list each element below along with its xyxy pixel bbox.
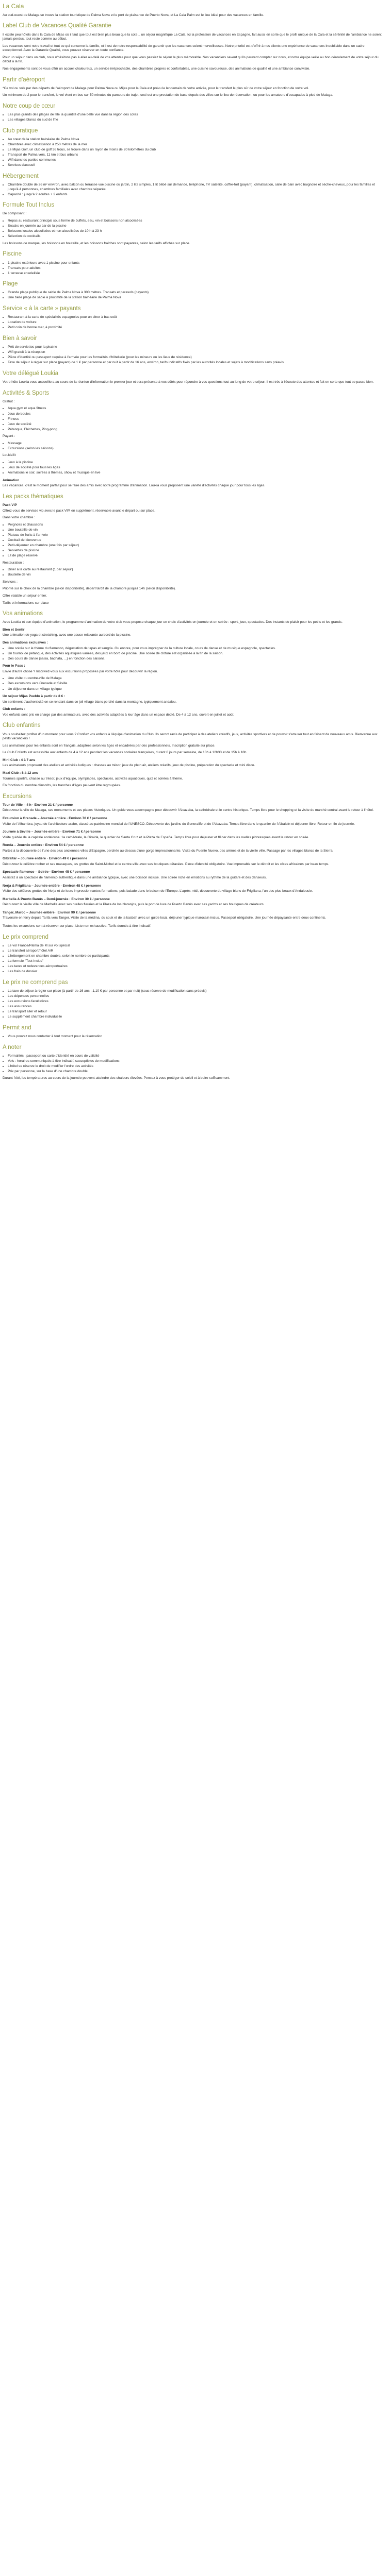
heading-esprit: Notre coup de cœur: [3, 103, 56, 109]
list-item: • Jeux de société: [8, 422, 383, 427]
list-item: • Prix par personne, sur la base d'une chambre double: [8, 1070, 383, 1074]
paragraph: Les boissons de marque, les boissons en bouteille, et les boissons fraîches sont payantes, selon les tarifs affichés sur place.: [3, 241, 190, 245]
list-item: • Serviettes de piscine: [8, 549, 383, 553]
list-item: • Une belle plage de sable à proximité de la station balnéaire de Palma Nova: [8, 296, 383, 300]
paragraph: Tarifs et informations sur place: [3, 601, 49, 605]
paragraph: Avec Loukia et son équipe d'animation, le programme d'animation de votre club vous propose chaque jour un choix d'activités en journée et en soirée : sport, jeux, spectacles. Des instants de plaisir pour les petits et les grands.: [3, 620, 343, 624]
list-item: • Services d'accueil: [8, 163, 383, 168]
section-votre: [3, 370, 383, 385]
paragraph: Une animation de yoga et stretching, avec une pause relaxante au bord de la piscine.: [3, 633, 132, 637]
paragraph: Le Club Enfants est accessible aux enfants de 4 à 12 ans pendant les vacances scolaires françaises, durant 6 jours par semaine, de 10h à 12h30 et de 15h à 18h.: [3, 751, 248, 755]
heading-permis: Permit and: [3, 1024, 31, 1031]
section-la-cala: [3, 3, 383, 18]
heading-note: A noter: [3, 1044, 22, 1050]
heading-la-cala: La Cala: [3, 3, 24, 10]
list-item: • Les frais de dossier: [8, 970, 383, 974]
excursion-title: Gibraltar – Journée entière · Environ 49 € / personne: [3, 857, 88, 861]
list-item: • 1 piscine extérieure avec 1 piscine pour enfants: [8, 261, 383, 266]
list-item: • Snacks en journée au bar de la piscine: [8, 224, 383, 229]
list-item: • Chambres avec climatisation à 250 mètres de la mer: [8, 143, 383, 147]
section-label: [3, 23, 383, 71]
list-item: • Les taxes et redevances aéroportuaires: [8, 964, 383, 969]
heading-service: Service « à la carte » payants: [3, 306, 81, 312]
section-activites: [3, 390, 383, 488]
paragraph: Votre hôte Loukia vous accueillera au cours de la réunion d'information le premier jour et sera présente à vos côtés pour répondre à vos questions tout au long de votre séjour. Il est très à l'écoute des attentes et fait en sorte que tout se passe bien.: [3, 380, 374, 384]
paragraph: Les animations pour les enfants sont en français, adaptées selon les âges et encadrées par des professionnels. Inscription gratuite sur place.: [3, 743, 216, 748]
list-item: • Le transfert aéroport/hôtel A/R: [8, 949, 383, 954]
list-item: • Une bouteille de vin: [8, 528, 383, 533]
list-item: • Des cours de danse (salsa, bachata, ...) en fonction des saisons.: [8, 657, 383, 662]
sub-heading: Bien et Sentir: [3, 628, 25, 632]
list-item: • Jeux à la piscine: [8, 461, 383, 465]
list-item: • Pétanque, Fléchettes, Ping-pong: [8, 428, 383, 432]
paragraph: Restauration :: [3, 561, 24, 565]
sub-heading: Des animations exclusives :: [3, 641, 48, 645]
paragraph: Priorité sur le choix de la chambre (selon disponibilité), départ tardif de la chambre jusqu'à 14h (selon disponibilité).: [3, 587, 176, 591]
list-item: • Les dépenses personnelles: [8, 994, 383, 999]
list-item: • Wifi gratuit à la réception: [8, 350, 383, 355]
paragraph: Gratuit :: [3, 399, 15, 403]
heading-piscine: Piscine: [3, 251, 22, 258]
sub-heading: Pour le Pass :: [3, 664, 25, 668]
note-list: [3, 1054, 383, 1074]
excursion-item: [3, 803, 383, 813]
excursion-description: Assistez à un spectacle de flamenco authentique dans une ambiance typique, avec une boisson incluse. Une soirée riche en émotions au rythme de la guitare et des danseurs.: [3, 876, 267, 880]
list-item: • Le supplément chambre individuelle: [8, 1015, 383, 1020]
section-plage: [3, 281, 383, 300]
paragraph: *Ce vol ou vols par des départs de l'aéroport de Malaga pour Palma Nova ou Mijas pour la Cala est prévu le lendemain de votre arrivée, pour le transfert le plus sûr de votre séjour en fonction de votre vol.: [3, 86, 309, 90]
paragraph: De composant :: [3, 212, 27, 216]
club-list: [3, 138, 383, 168]
excursion-item: [3, 870, 383, 880]
heading-plage: Plage: [3, 281, 18, 287]
sub-heading: Animation: [3, 478, 20, 482]
heading-activites: Activités & Sports: [3, 389, 50, 396]
excursion-item: [3, 884, 383, 894]
excursion-title: Tour de Ville – 4 h · Environ 21 € / personne: [3, 803, 73, 807]
list-item: • Le Mijas Golf, un club de golf 36 trous, se trouve dans un rayon de moins de 20 kilomètres du club: [8, 148, 383, 152]
sub-heading: Club enfants :: [3, 707, 25, 711]
excursion-description: Partez à la découverte de l'une des plus anciennes villes d'Espagne, perchée au-dessus d'une gorge impressionnante. Visite du Puente Nuevo, des arènes et de la vieille ville. Passage par les villages blancs de la Sierra.: [3, 849, 334, 853]
heading-club-enfants: Club enfantins: [3, 722, 41, 729]
list-item: • Cocktail de bienvenue: [8, 538, 383, 543]
section-prix: [3, 934, 383, 974]
heading-prix: Le prix comprend: [3, 934, 48, 940]
list-item: • Les excursions facultatives: [8, 999, 383, 1004]
excursion-title: Journée à Séville – Journée entière · Environ 71 € / personne: [3, 830, 101, 834]
excursion-description: Traversée en ferry depuis Tarifa vers Tanger. Visite de la médina, du souk et de la kasbah avec un guide local, déjeuner typique marocain inclus. Passeport obligatoire. Une journée dépaysante entre deux continents.: [3, 916, 327, 920]
paragraph: Nos engagements sont de vous offrir un accueil chaleureux, un service irréprochable, des chambres propres et confortables, une cuisine savoureuse, des animations de qualité et une ambiance conviviale.: [3, 66, 311, 71]
list-item: • Repas au restaurant principal sous forme de buffets, eau, vin et boissons non alcoolisées: [8, 219, 383, 224]
list-item: • Les assurances: [8, 1005, 383, 1009]
list-item: • Un déjeuner dans un village typique: [8, 687, 383, 692]
list-item: • Fitness: [8, 417, 383, 422]
heading-excursions: Excursions: [3, 793, 32, 800]
packs-services-list: [3, 523, 383, 558]
excursion-description: Découvrez le célèbre rocher et ses macaques, les grottes de Saint-Michel et le centre-ville avec ses boutiques détaxées. Pièce d'identité obligatoire. Vue imprenable sur le détroit et les côtes africaines par beau temps.: [3, 862, 330, 866]
list-item: • Capacité : jusqu'à 2 adultes + 2 enfants.: [8, 193, 383, 197]
paragraph: En fonction du nombre d'inscrits, les tranches d'âges peuvent être regroupées.: [3, 784, 121, 788]
section-club: [3, 128, 383, 168]
sub-heading: Maxi Club : 8 à 12 ans: [3, 771, 38, 775]
list-item: • La taxe de séjour à régler sur place (à partir de 16 ans : 1,10 € par personne et par nuit) (sous réserve de modification sans préavis): [8, 989, 383, 994]
section-formule: [3, 202, 383, 246]
list-item: • Boissons locales alcoolisées et non alcoolisées de 10 h à 23 h: [8, 229, 383, 234]
section-excursions: [3, 793, 383, 929]
section-partir: [3, 77, 383, 98]
list-item: • L'hôtel se réserve le droit de modifier l'ordre des activités: [8, 1064, 383, 1069]
section-club-enfants: [3, 722, 383, 788]
section-prix-non: [3, 979, 383, 1020]
paragraph: Offre valable un séjour entier.: [3, 594, 47, 598]
list-item: • Le transport aller et retour: [8, 1010, 383, 1014]
heading-animations: Vos animations: [3, 611, 43, 617]
excursion-item: [3, 857, 383, 867]
hebergement-list: [3, 183, 383, 197]
paragraph: Un sentiment d'authenticité en se rendant dans ce joli village blanc perché dans la montagne, typiquement andalou.: [3, 700, 177, 704]
heading-packs: Les packs thématiques: [3, 493, 63, 500]
piscine-list: [3, 261, 383, 276]
excursion-title: Marbella & Puerto Banús – Demi-journée · Environ 30 € / personne: [3, 897, 110, 901]
excursion-item: [3, 911, 383, 921]
section-animations: [3, 611, 383, 717]
list-item: • Taxe de séjour à régler sur place (payant) de 1 € par personne et par nuit à partir de 16 ans, environ, tarifs indicatifs fixés par les autorités locales et sujets à modifications sans préavis: [8, 361, 383, 365]
paragraph: Loukia'lit: [3, 453, 16, 457]
service-list: [3, 315, 383, 330]
list-item: • Aqua gym et aqua fitness: [8, 406, 383, 411]
list-item: • Petit coin de bonne mer, à proximité: [8, 326, 383, 330]
sub-heading: Mini Club : 4 à 7 ans: [3, 758, 36, 762]
excursion-title: Ronda – Journée entière · Environ 54 € / personne: [3, 843, 84, 848]
list-item: • Animations le soir, soirées à thèmes, show et musique en live: [8, 471, 383, 476]
excursion-description: Découvrez la vieille ville de Marbella avec ses ruelles fleuries et la Plaza de los Naranjos, puis le port de luxe de Puerto Banús avec ses yachts et ses boutiques de créateurs.: [3, 903, 265, 907]
list-item: • Les plus grands des plages de l'île la quantité d'une belle vue dans la région des cotes: [8, 113, 383, 117]
bien-list: [3, 345, 383, 365]
esprit-list: [3, 113, 383, 123]
list-item: • Transats pour adultes: [8, 266, 383, 271]
paragraph: Durant l'été, les températures au cours de la journée peuvent atteindre des chaleurs élevées. Pensez à vous protéger du soleil et à boire suffisamment.: [3, 1076, 231, 1080]
list-item: • Prêt de serviettes pour la piscine: [8, 345, 383, 350]
paragraph: Envie d'autre chose ? Inscrivez-vous aux excursions proposées par votre hôte pour découvrir la région.: [3, 669, 158, 673]
sub-heading: Un séjour Mijas Pueblo à partir de 8 € :: [3, 694, 66, 699]
heading-hebergement: Hébergement: [3, 173, 39, 179]
paragraph: Vos enfants sont pris en charge par des animateurs, avec des activités adaptées à leur âge dans un espace dédié. De 4 à 12 ans, ouvert en juillet et août.: [3, 713, 235, 717]
excursion-title: Nerja & Frigiliana – Journée entière · Environ 48 € / personne: [3, 884, 101, 888]
excursion-item: [3, 843, 383, 853]
list-item: • Vous pouvez nous contacter à tout moment pour la réservation: [8, 1035, 383, 1039]
paragraph: Vous souhaitez profiter d'un moment pour vous ? Confiez vos enfants à l'équipe d'animation du Club. Ils seront ravis de participer à des ateliers créatifs, jeux, activités sportives et de pouvoir s'amuser tout en faisant de nouveaux amis. Bienvenue aux petits vacanciers !: [3, 732, 378, 741]
list-item: • Peignoirs et chaussons: [8, 523, 383, 528]
heading-votre: Votre délégué Loukia: [3, 370, 59, 377]
paragraph: Un minimum de 2 pour le transfert, le vol vient en bus sur 50 minutes du parcours de trajet, ceci est une prestation de base depuis des villes sur le lieu de réservation, ou pour les amateurs d'escapades à pied de Malaga.: [3, 93, 333, 97]
section-piscine: [3, 251, 383, 276]
list-item: • Lit de plage réservé: [8, 554, 383, 558]
plage-list: [3, 291, 383, 300]
list-item: • Un tournoi de pétanque, des activités aquatiques variées, des jeux en bord de piscine. Une soirée de clôture est organisée à la fin de la saison.: [8, 652, 383, 656]
paragraph: Payant :: [3, 434, 15, 438]
paragraph: Il existe peu hôtels dans la Cala de Mijas où il faut que tout est bien plus beau que la cote... un séjour magnifique La Cala, Ici la profession de vacances en Espagne, fait aussi en sorte que le profil unique de la Cala et la sérénité de l'ambiance ne soient jamais perdus, tout reste comme au début.: [3, 32, 382, 41]
activites-paid-list: [3, 442, 383, 451]
sub-heading: Pack VIP: [3, 503, 17, 507]
excursion-item: [3, 817, 383, 826]
list-item: • Restaurant à la carte de spécialités espagnoles pour un diner à bas coût: [8, 315, 383, 320]
list-item: • L'hébergement en chambre double, selon le nombre de participants: [8, 954, 383, 959]
list-item: • 1 terrasse ensoleillée: [8, 272, 383, 276]
list-item: • Wifi dans les parties communes: [8, 158, 383, 163]
section-note: [3, 1044, 383, 1081]
heading-club: Club pratique: [3, 127, 38, 134]
prix-non-list: [3, 989, 383, 1020]
excursion-title: Tanger, Maroc – Journée entière · Environ 99 € / personne: [3, 910, 96, 914]
list-item: • Pièce d'identité ou passeport requise à l'arrivée pour les formalités d'hôtellerie (pour les mineurs ou les lieux de résidence): [8, 355, 383, 360]
animations-list: [3, 647, 383, 662]
list-item: • Petit-déjeuner en chambre (une fois par séjour): [8, 544, 383, 548]
list-item: • Une visite du centre-ville de Malaga: [8, 676, 383, 681]
list-item: • Formalités : passeport ou carte d'identité en cours de validité: [8, 1054, 383, 1059]
list-item: • Jeux de boules: [8, 412, 383, 417]
paragraph: Au sud-ouest de Malaga se trouve la station touristique de Palma Nova et le port de plaisance de Puerto Nova, et La Cala Palm est le lieu idéal pour des vacances en famille.: [3, 13, 264, 17]
heading-bien: Bien à savoir: [3, 335, 37, 342]
list-item: • Les villages blancs du sud de l'île: [8, 118, 383, 123]
list-item: • Diner à la carte au restaurant (1 par séjour): [8, 568, 383, 572]
heading-formule: Formule Tout Inclus: [3, 202, 55, 209]
excursion-description: Visite de l'Alhambra, joyau de l'architecture arabe, classé au patrimoine mondial de l'UNESCO. Découverte des jardins du Generalife et de l'Alcazaba. Temps libre dans le quartier de l'Albaicín et déjeuner libre. Retour en fin de journée.: [3, 822, 355, 826]
prix-list: [3, 944, 383, 974]
list-item: • Sélection de cocktails: [8, 234, 383, 239]
packs-rest-list: [3, 568, 383, 578]
list-item: • Location de voiture: [8, 320, 383, 325]
paragraph: Les animateurs proposent des ateliers et activités ludiques : chasses au trésor, jeux de plein air, ateliers créatifs, jeux de piscine, préparation du spectacle et mini disco.: [3, 764, 255, 768]
paragraph: Offrez-vous de services vip avec le pack VIP, en supplément, réservable avant le départ ou sur place.: [3, 509, 155, 513]
permis-list: [3, 1035, 383, 1039]
list-item: • La formule "Tout Inclus": [8, 959, 383, 964]
excursion-title: Spectacle flamenco – Soirée · Environ 45 € / personne: [3, 870, 90, 874]
excursion-item: [3, 897, 383, 907]
list-item: • Plateau de fruits à l'arrivée: [8, 533, 383, 538]
paragraph: Les vacances, c'est le moment parfait pour se faire des amis avec notre programme d'animation. Loukia vous proposent une variété d'activités chaque jour pour tous les âges.: [3, 484, 266, 488]
list-item: • Transport de Palma vers, 11 km et bus urbains: [8, 153, 383, 158]
list-item: • Excursions (selon les saisons): [8, 447, 383, 451]
paragraph: Les vacances sont notre travail et tout ce qui concerne la famille, et il est de notre responsabilité de garantir que les vacances soient merveilleuses. Notre priorité est d'offrir à nos clients une expérience de vacances inoubliable dans un cadre exceptionnel. Avec la Garantie Qualité, vous pouvez réserver en toute confiance.: [3, 44, 365, 53]
list-item: • Jeux de société pour tous les âges: [8, 466, 383, 470]
document-page: [0, 0, 386, 1089]
list-item: • Bouteille de vin: [8, 573, 383, 578]
list-item: • Massage: [8, 442, 383, 446]
excursion-item: [3, 830, 383, 840]
heading-partir: Partir d'aéroport: [3, 76, 45, 83]
paragraph: Pour un séjour dans un club, nous n'hésitons pas à aller au-delà de vos attentes pour que vous passiez le séjour le plus mémorable. Nos vacanciers savent qu'ils peuvent compter sur nous, et notre équipe veille au bon déroulement de votre séjour du début à la fin.: [3, 55, 379, 64]
list-item: • Vols : horaires communiqués à titre indicatif, susceptibles de modifications: [8, 1059, 383, 1064]
excursion-title: Excursion à Grenade – Journée entière · Environ 76 € / personne: [3, 816, 107, 820]
section-permis: [3, 1025, 383, 1039]
activites-loukia-list: [3, 461, 383, 476]
paragraph: Toutes les excursions sont à réserver sur place. Liste non exhaustive. Tarifs donnés à titre indicatif.: [3, 924, 152, 928]
section-service: [3, 306, 383, 330]
formule-list: [3, 219, 383, 239]
list-item: • Chambre double de 26 m² environ, avec balcon ou terrasse vue piscine ou jardin, 2 lits simples, 1 lit bébé sur demande, téléphone, TV satellite, coffre-fort (payant), climatisation, salle de bain avec baignoire et sèche-cheveux, pour les familles et jusqu'à 4 personnes, chambres familiales avec chambre séparée.: [8, 183, 383, 192]
section-esprit: [3, 103, 383, 123]
section-packs: [3, 494, 383, 605]
list-item: • Grande plage publique de sable de Palma Nova à 300 mètres. Transats et parasols (payants): [8, 291, 383, 295]
paragraph: Dans votre chambre :: [3, 516, 36, 520]
animations-pass-list: [3, 676, 383, 691]
section-bien: [3, 335, 383, 365]
paragraph: Tournois sportifs, chasse au trésor, jeux d'équipe, olympiades, spectacles, activités aquatiques, quiz et soirées à thème.: [3, 776, 183, 781]
excursion-description: Découvrez la ville de Malaga, ses monuments et ses places historiques. Un guide vous accompagne pour découvrir l'Alcazaba, la cathédrale et le centre historique. Temps libre pour le shopping et la visite du marché central avant le retour à l'hôtel.: [3, 808, 374, 812]
list-item: • Au cœur de la station balnéaire de Palma Nova: [8, 138, 383, 142]
list-item: • Une soirée sur le thème du flamenco, dégustation de tapas et sangria. Ou encore, pour vous imprégner de la culture locale, cours de danse et de musique espagnole, spectacles.: [8, 647, 383, 651]
heading-prix-non: Le prix ne comprend pas: [3, 979, 68, 986]
section-hebergement: [3, 173, 383, 197]
paragraph: Services :: [3, 580, 18, 584]
excursion-description: Visite des célèbres grottes de Nerja et de leurs impressionnantes formations, puis balade dans le balcon de l'Europe. L'après-midi, découverte du village blanc de Frigiliana, l'un des plus beaux d'Andalousie.: [3, 889, 313, 893]
list-item: • Des excursions vers Grenade et Séville: [8, 682, 383, 686]
excursion-description: Visite guidée de la capitale andalouse : la cathédrale, la Giralda, le quartier de Santa Cruz et la Plaza de España. Temps libre pour déjeuner et flâner dans les ruelles pittoresques avant le retour en soirée.: [3, 835, 309, 839]
list-item: • Le vol France/Palma de M sur vol spécial: [8, 944, 383, 948]
activites-free-list: [3, 406, 383, 432]
heading-label: Label Club de Vacances Qualité Garantie: [3, 23, 111, 29]
